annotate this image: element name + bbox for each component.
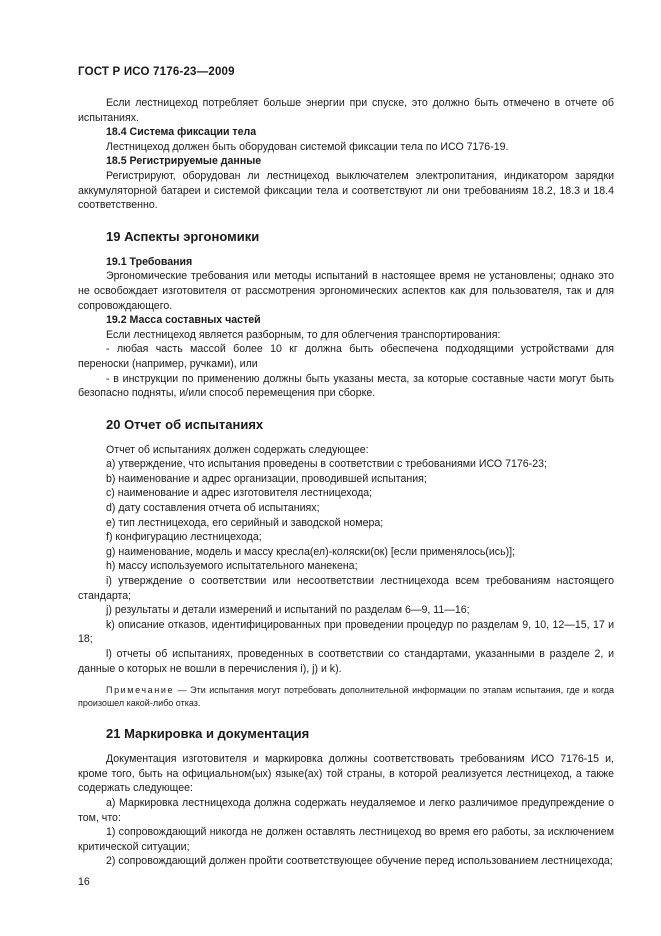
subsection-heading-18-4: 18.4 Система фиксации тела (106, 126, 257, 139)
paragraph: Эргономические требования или методы испытаний в настоящее время не установлены; однако это не освобождает изготовителя от рассмотрения эргономических аспектов как для пользователя, так и для сопровождающего. (78, 270, 614, 312)
paragraph: 2) сопровождающий должен пройти соответствующее обучение перед использованием лестницехода; (106, 855, 613, 868)
note-label: Примечание (106, 685, 175, 696)
paragraph: Если лестницеход потребляет больше энергии при спуске, это должно быть отмечено в отчете об испытаниях. (78, 97, 614, 124)
paragraph: Документация изготовителя и маркировка должны соответствовать требованиям ИСО 7176-15 и, кроме того, быть на официальном(ых) языке(ах) той страны, в которой реализуется лестницеход, а также содержать следующее: (78, 753, 614, 795)
section-heading-20: 20 Отчет об испытаниях (106, 416, 264, 432)
document-body (78, 96, 614, 869)
list-item: b) наименование и адрес организации, проводившей испытания; (106, 472, 427, 485)
paragraph: Лестницеход должен быть оборудован системой фиксации тела по ИСО 7176-19. (106, 140, 509, 153)
note (78, 684, 614, 710)
paragraph: Если лестницеход является разборным, то для облегчения транспортирования: (106, 328, 501, 341)
list-item: l) отчеты об испытаниях, проведенных в соответствии со стандартами, указанными в разделе 2, и данные о которых не вошли в перечисления i), j) и k). (78, 648, 614, 675)
list-item: g) наименование, модель и массу кресла(ел)-коляски(ок) [если применялось(ись)]; (106, 545, 516, 558)
subsection-heading-19-1: 19.1 Требования (106, 255, 193, 268)
paragraph: - в инструкции по применению должны быть указаны места, за которые составные части могут быть безопасно подняты, и/или способ перемещения при сборке. (78, 372, 614, 400)
list-item: d) дату составления отчета об испытаниях; (106, 502, 320, 515)
document-header: ГОСТ Р ИСО 7176-23—2009 (78, 66, 235, 78)
paragraph: - любая часть массой более 10 кг должна быть обеспечена подходящими устройствами для переноски (например, ручками), или (78, 343, 614, 370)
list-item: e) тип лестницехода, его серийный и заводской номера; (106, 516, 384, 529)
subsection-heading-19-2: 19.2 Масса составных частей (106, 314, 261, 327)
list-item: k) описание отказов, идентифицированных при проведении процедур по разделам 9, 10, 12—15, 17 и 18; (78, 618, 614, 646)
section-heading-19: 19 Аспекты эргономики (106, 228, 260, 244)
list-item: i) утверждение о соответствии или несоответствии лестницехода всем требованиям настоящего стандарта; (78, 575, 614, 602)
paragraph: Отчет об испытаниях должен содержать следующее: (106, 443, 369, 456)
paragraph: Регистрируют, оборудован ли лестницеход выключателем электропитания, индикатором зарядки аккумуляторной батареи и системой фиксации тела и соответствуют ли они требованиям 18.2, 18.3 и 18.4 соответственно. (78, 169, 614, 212)
list-item: j) результаты и детали измерений и испытаний по разделам 6—9, 11—16; (106, 604, 470, 617)
list-item: f) конфигурацию лестницехода; (106, 531, 262, 544)
list-item: a) утверждение, что испытания проведены в соответствии с требованиями ИСО 7176-23; (106, 458, 547, 471)
list-item: c) наименование и адрес изготовителя лестницехода; (106, 487, 373, 500)
page-number: 16 (78, 876, 90, 888)
paragraph: 1) сопровождающий никогда не должен оставлять лестницеход во время его работы, за исключением критической ситуации; (78, 826, 614, 853)
section-heading-21: 21 Маркировка и документация (106, 726, 310, 742)
list-item: h) массу используемого испытательного манекена; (106, 560, 358, 573)
paragraph: a) Маркировка лестницехода должна содержать неудаляемое и легко различимое предупреждение о том, что: (78, 796, 614, 824)
subsection-heading-18-5: 18.5 Регистрируемые данные (106, 155, 262, 168)
note-text: — Эти испытания могут потребовать дополнительной информации по этапам испытания, где и когда произошел какой-либо отказ. (78, 685, 614, 709)
